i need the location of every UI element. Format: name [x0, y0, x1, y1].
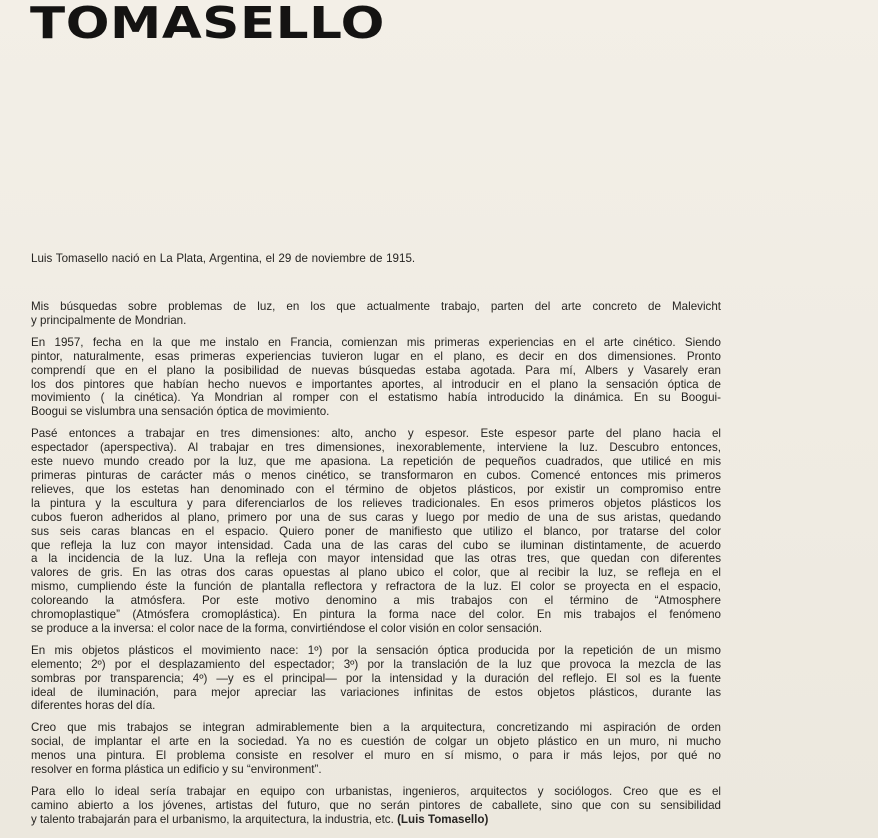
statement-paragraph [31, 785, 721, 827]
paragraph-line: elemento; 2º) por el desplazamiento del espectador; 3º) por la translación de la luz que provoca la mezcla de las [31, 657, 721, 671]
statement-paragraph [31, 644, 721, 714]
paragraph-line: y talento trabajarán para el urbanismo, la arquitectura, la industria, etc. (Luis Tomasello) [31, 812, 489, 826]
paragraph-line: que refleja la luz con mayor intensidad. Cada una de las caras del cubo se iluminan distintamente, de acuerdo [31, 538, 721, 552]
paragraph-line: cubos fueron adheridos al plano, primero por una de sus caras y luego por medio de una de sus aristas, quedando [31, 510, 721, 524]
statement-body [31, 300, 721, 835]
paragraph-line: primeras pinturas de carácter más o menos cinético, se transformaron en cubos. Comencé entonces mis primeros [31, 468, 721, 482]
paragraph-line: menos una pintura. El problema consiste en resolver el muro en sí mismo, o para ir más lejos, por qué no [31, 749, 721, 763]
paragraph-line: movimiento ( la cinética). Ya Mondrian al romper con el estatismo había introducido la dinámica. En su Boogui- [31, 391, 721, 405]
paragraph-line: coloreando la atmósfera. Por este motivo denomino a mis trabajos con el término de “Atmosphere [31, 594, 721, 608]
paragraph-line: la pintura y la escultura y para diferenciarlos de los relieves tradicionales. En esos primeros objetos plásticos los [31, 496, 721, 510]
paragraph-line: Boogui se vislumbra una sensación óptica de movimiento. [31, 405, 330, 419]
paragraph-line: relieves, que los estetas han denominado con el término de objetos plásticos, por existir un compromiso entre [31, 482, 721, 496]
paragraph-line: los dos pintores que habían hecho nuevos e importantes aportes, al introducir en el plano la sensación óptica de [31, 377, 721, 391]
author-signature: (Luis Tomasello) [397, 812, 489, 826]
paragraph-line: Para ello lo ideal sería trabajar en equipo con urbanistas, ingenieros, arquitectos y sociólogos. Creo que es el [31, 785, 721, 798]
paragraph-line: este nuevo mundo creado por la luz, que me apasiona. La repetición de pequeños cuadrados, que utilicé en mis [31, 455, 721, 469]
statement-paragraph [31, 336, 721, 419]
paragraph-line: camino abierto a los jóvenes, artistas del futuro, que no serán pintores de caballete, sino que con su sensibilidad [31, 798, 721, 812]
paragraph-line: Creo que mis trabajos se integran admirablemente bien a la arquitectura, concretizando mi aspiración de orden [31, 721, 721, 735]
paragraph-line: En 1957, fecha en la que me instalo en Francia, comienzan mis primeras experiencias en el arte cinético. Siendo [31, 335, 721, 349]
artist-title: TOMASELLO [30, 0, 386, 49]
paragraph-line: se produce a la inversa: el color nace de la forma, convirtiéndose el color visión en color sensación. [31, 621, 543, 635]
paragraph-line: espectador (aperspectiva). Al trabajar en tres dimensiones, inexorablemente, interviene la luz. Descubro entonces, [31, 441, 721, 455]
paragraph-line: chromoplastique” (Atmósfera cromoplástica). En pintura la forma nace del color. En mis trabajos el fenómeno [31, 608, 721, 622]
statement-paragraph [31, 300, 721, 328]
paragraph-line: valores de gris. En las otras dos caras opuestas al plano ubico el color, que al recibir la luz, se refleja en el [31, 566, 721, 580]
paragraph-line: resolver en forma plástica un edificio y su “environment”. [31, 763, 322, 777]
paragraph-line: comprendí que en el plano la posibilidad de nuevas búsquedas estaba agotada. Para mí, Albers y Vasarely eran [31, 363, 721, 377]
paragraph-line: a la incidencia de la luz. Una la refleja con mayor intensidad que las otras tres, que quedan con diferentes [31, 552, 721, 566]
paragraph-line: y principalmente de Mondrian. [31, 313, 187, 327]
statement-paragraph [31, 427, 721, 636]
paragraph-line: sombras por transparencia; 4º) —y es el principal— por la intensidad y la duración del reflejo. El sol es la fuente [31, 671, 721, 685]
paragraph-line: Mis búsquedas sobre problemas de luz, en los que actualmente trabajo, parten del arte concreto de Malevicht [31, 300, 721, 313]
paragraph-line: pintor, naturalmente, esas primeras experiencias tuvieron lugar en el plano, es decir en dos dimensiones. Pronto [31, 349, 721, 363]
paragraph-line: mismo, cumpliendo éste la función de plantalla reflectora y refractora de la luz. El color se proyecta en el espacio, [31, 580, 721, 594]
paragraph-line: sus seis caras blancas en el espacio. Quiero poner de manifiesto que utilizo el blanco, por tratarse del color [31, 524, 721, 538]
statement-paragraph [31, 721, 721, 777]
paragraph-line: social, de implantar el arte en la sociedad. Ya no es cuestión de colgar un objeto plástico en un muro, ni mucho [31, 735, 721, 749]
paragraph-line: En mis objetos plásticos el movimiento nace: 1º) por la sensación óptica producida por la repetición de un mismo [31, 643, 721, 657]
intro-text: Luis Tomasello nació en La Plata, Argentina, el 29 de noviembre de 1915. [31, 252, 416, 265]
paragraph-line: Pasé entonces a trabajar en tres dimensiones: alto, ancho y espesor. Este espesor parte del plano hacia el [31, 427, 721, 441]
paragraph-line: diferentes horas del día. [31, 699, 156, 713]
paragraph-line: ideal de iluminación, para mejor apreciar las variaciones infinitas de estos objetos plásticos, durante las [31, 685, 721, 699]
